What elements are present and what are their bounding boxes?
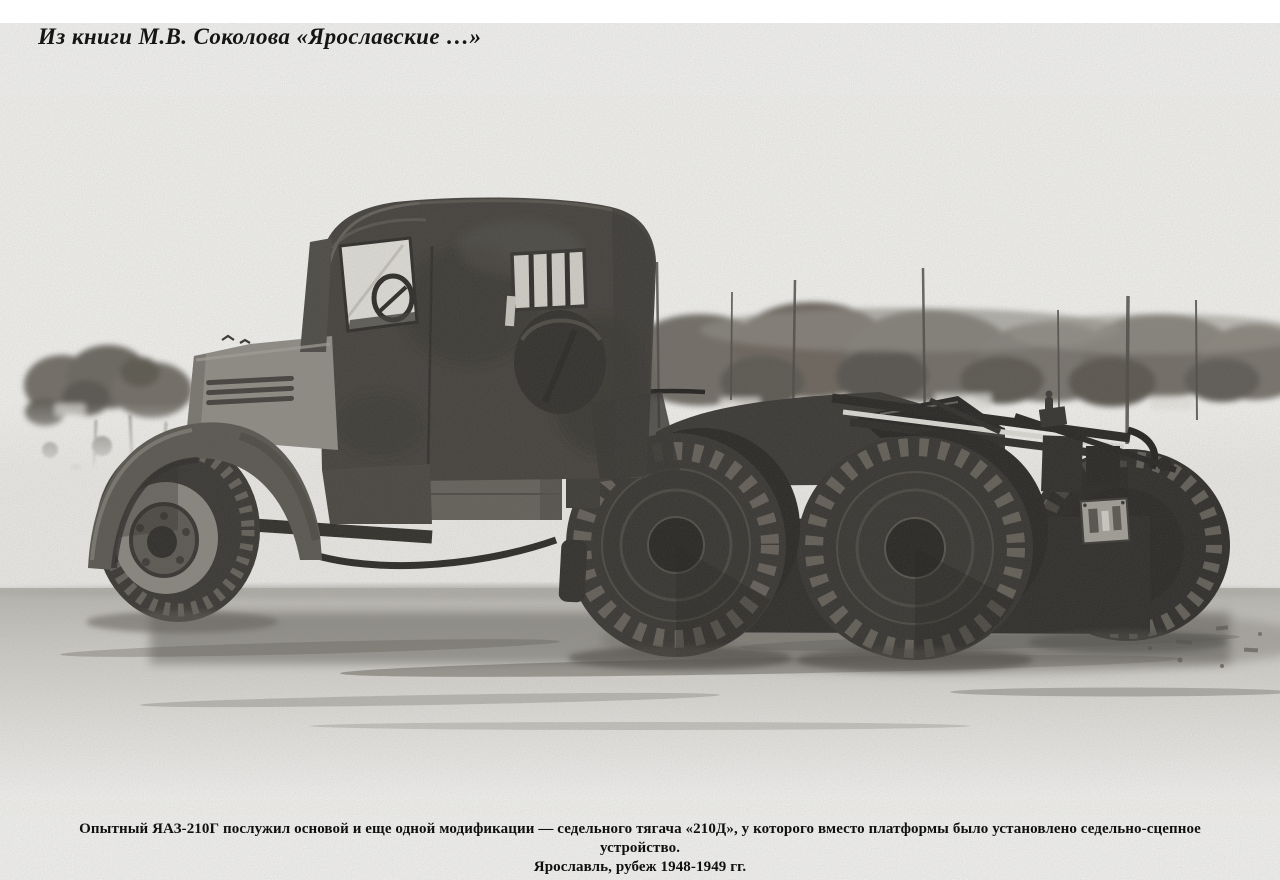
caption-line-2: Ярославль, рубеж 1948-1949 гг. bbox=[533, 859, 747, 875]
book-attribution: Из книги М.В. Соколова «Ярославские …» bbox=[38, 24, 482, 49]
film-grain bbox=[0, 95, 1280, 815]
caption-line-1: Опытный ЯАЗ-210Г послужил основой и еще одной модификации — седельного тягача «210Д», у которого вместо платформы было установлено седельно-сцепное устройство. bbox=[79, 821, 1201, 856]
photo-caption bbox=[40, 820, 1240, 877]
